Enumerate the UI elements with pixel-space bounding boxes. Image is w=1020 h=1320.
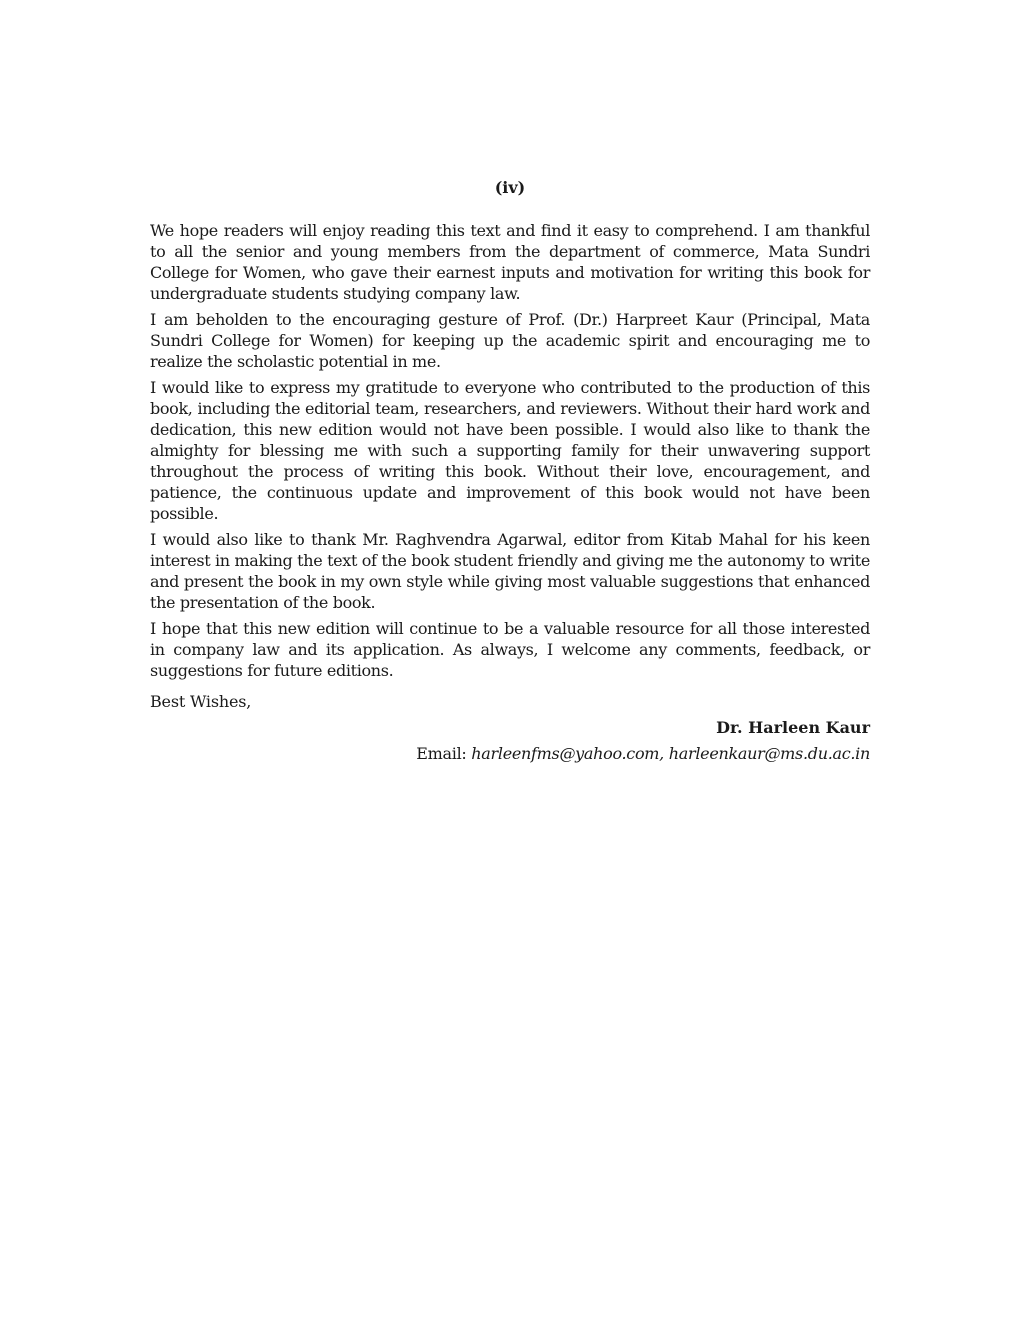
closing-salutation: Best Wishes,	[150, 692, 252, 711]
paragraph-acknowledgement-contributors: I would like to express my gratitude to everyone who contributed to the production of this book, including the editorial team, researchers, and reviewers. Without their hard work and dedication, this new edition would not have been possible. I would also like to thank the almighty for blessing me with such a supporting family for their unwavering support throughout the process of writing this book. Without their love, encouragement, and patience, the continuous update and improvement of this book would not have been possible.	[150, 378, 870, 523]
email-label: Email:	[416, 744, 467, 763]
author-name: Dr. Harleen Kaur	[716, 718, 870, 737]
paragraph-acknowledgement-principal: I am beholden to the encouraging gesture of Prof. (Dr.) Harpreet Kaur (Principal, Mata Sundri College for Women) for keeping up the academic spirit and encouraging me to realize the scholastic potential in me.	[150, 310, 870, 371]
preface-body	[150, 220, 870, 764]
paragraph-closing-hope: I hope that this new edition will continue to be a valuable resource for all those interested in company law and its application. As always, I welcome any comments, feedback, or suggestions for future editions.	[150, 619, 870, 680]
paragraph-acknowledgement-editor: I would also like to thank Mr. Raghvendra Agarwal, editor from Kitab Mahal for his keen interest in making the text of the book student friendly and giving me the autonomy to write and present the book in my own style while giving most valuable suggestions that enhanced the presentation of the book.	[150, 530, 870, 612]
email-addresses: harleenfms@yahoo.com, harleenkaur@ms.du.ac.in	[471, 744, 870, 763]
page-number: (iv)	[494, 178, 526, 197]
author-email-line	[150, 743, 870, 764]
paragraph-acknowledgement-department: We hope readers will enjoy reading this text and find it easy to comprehend. I am thankful to all the senior and young members from the department of commerce, Mata Sundri College for Women, who gave their earnest inputs and motivation for writing this book for undergraduate students studying company law.	[150, 221, 870, 303]
